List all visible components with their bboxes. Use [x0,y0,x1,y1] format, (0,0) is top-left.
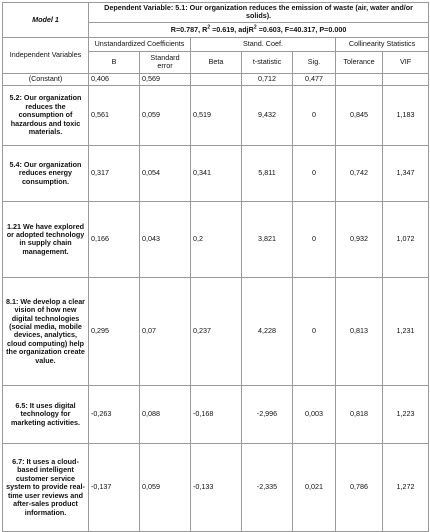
standard-error-value: 0,043 [140,201,191,277]
t-statistic-value: 9,432 [242,85,293,145]
vif-value: 1,347 [383,145,429,201]
t-statistic-value: -2,335 [242,443,293,531]
tolerance-value: 0,813 [336,277,383,385]
table-row [3,73,429,85]
beta-value: -0,168 [191,385,242,443]
b-value: -0,137 [89,443,140,531]
sig-value: 0 [293,277,336,385]
table-row [3,201,429,277]
b-value: 0,317 [89,145,140,201]
standard-error-value: 0,059 [140,85,191,145]
sig-value: 0 [293,201,336,277]
independent-variables-header: Independent Variables [3,37,89,73]
standard-error-value: 0,07 [140,277,191,385]
table-row [3,277,429,385]
model-label: Model 1 [3,3,89,38]
sig-value: 0 [293,85,336,145]
tolerance-value: 0,786 [336,443,383,531]
vif-value: 1,223 [383,385,429,443]
b-value: -0,263 [89,385,140,443]
table-row [3,85,429,145]
standard-error-value: 0,569 [140,73,191,85]
b-value: 0,561 [89,85,140,145]
table-row [3,385,429,443]
sig-header: Sig. [293,51,336,73]
row-label: 6.5: It uses digital technology for marketing activities. [3,385,89,443]
t-statistic-value: 3,821 [242,201,293,277]
table-row [3,443,429,531]
collinearity-statistics-header: Collinearity Statistics [336,37,429,51]
vif-header: VIF [383,51,429,73]
table-row [3,145,429,201]
standard-error-header: Standard error [140,51,191,73]
beta-value: 0,2 [191,201,242,277]
t-statistic-header: t-statistic [242,51,293,73]
tolerance-value: 0,818 [336,385,383,443]
row-label: (Constant) [3,73,89,85]
t-statistic-value: 0,712 [242,73,293,85]
b-value: 0,166 [89,201,140,277]
t-statistic-value: -2,996 [242,385,293,443]
vif-value: 1,272 [383,443,429,531]
tolerance-header: Tolerance [336,51,383,73]
beta-header: Beta [191,51,242,73]
vif-value [383,73,429,85]
standard-error-value: 0,059 [140,443,191,531]
beta-value: 0,341 [191,145,242,201]
unstandardized-coefficients-header: Unstandardized Coefficients [89,37,191,51]
tolerance-value [336,73,383,85]
beta-value: 0,519 [191,85,242,145]
b-value: 0,406 [89,73,140,85]
row-label: 5.2: Our organization reduces the consumption of hazardous and toxic materials. [3,85,89,145]
tolerance-value: 0,742 [336,145,383,201]
tolerance-value: 0,932 [336,201,383,277]
row-label: 5.4: Our organization reduces energy consumption. [3,145,89,201]
tolerance-value: 0,845 [336,85,383,145]
b-value: 0,295 [89,277,140,385]
standard-error-value: 0,088 [140,385,191,443]
row-label: 8.1: We develop a clear vision of how new digital technologies (social media, mobile devices, analytics, cloud computing) help the organization create value. [3,277,89,385]
standardized-coefficient-header: Stand. Coef. [191,37,336,51]
row-label: 1.21 We have explored or adopted technology in supply chain management. [3,201,89,277]
sig-value: 0,021 [293,443,336,531]
b-header: B [89,51,140,73]
sig-value: 0,003 [293,385,336,443]
vif-value: 1,072 [383,201,429,277]
row-label: 6.7: It uses a cloud-based intelligent customer service system to provide real-time user reviews and after-sales product information. [3,443,89,531]
vif-value: 1,183 [383,85,429,145]
dependent-variable: Dependent Variable: 5.1: Our organization reduces the emission of waste (air, water and/or solids). [89,3,429,23]
sig-value: 0,477 [293,73,336,85]
sig-value: 0 [293,145,336,201]
t-statistic-value: 4,228 [242,277,293,385]
model-fit-statistics: R=0.787, $R^2 =0.619$, adjR$^2$ =0.603, F=40.317, P=0.000 [89,22,429,37]
vif-value: 1,231 [383,277,429,385]
t-statistic-value: 5,811 [242,145,293,201]
beta-value: -0,133 [191,443,242,531]
regression-table [2,2,429,532]
beta-value: 0,237 [191,277,242,385]
standard-error-value: 0,054 [140,145,191,201]
beta-value [191,73,242,85]
